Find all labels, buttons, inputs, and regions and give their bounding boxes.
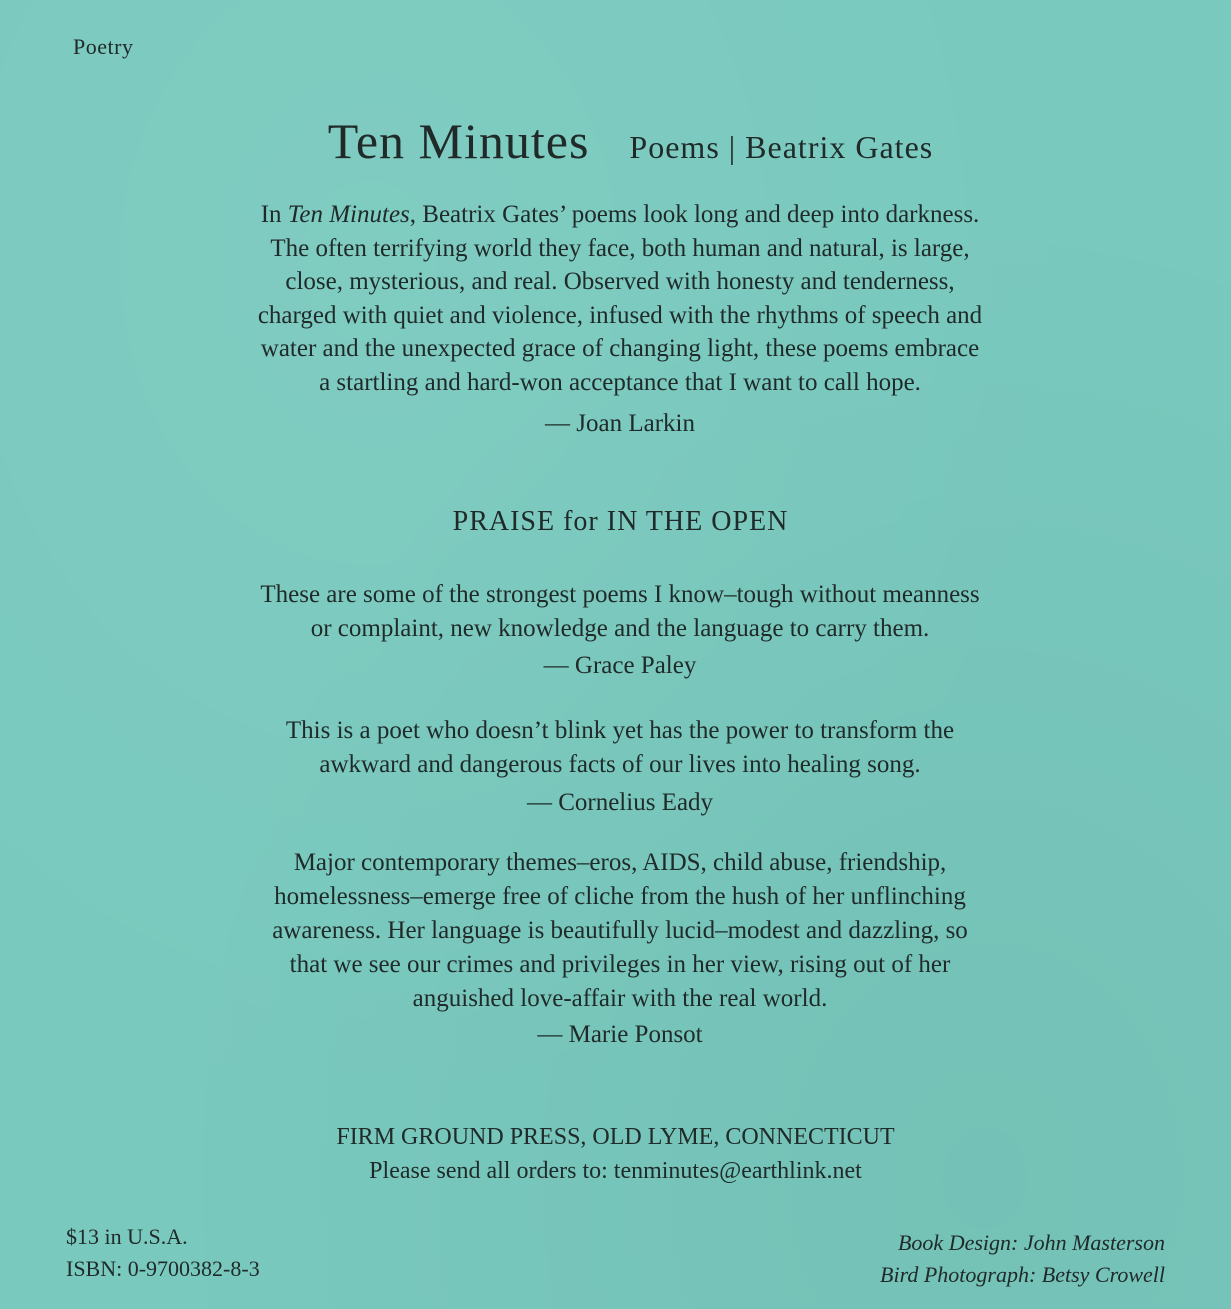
blurb-line: charged with quiet and violence, infused with the rhythms of speech and bbox=[257, 301, 983, 329]
blurb-line: The often terrifying world they face, both human and natural, is large, bbox=[270, 234, 970, 262]
photo-credit-name: Betsy Crowell bbox=[1041, 1262, 1165, 1287]
quote-line: homelessness–emerge free of cliche from the hush of her unflinching bbox=[274, 883, 966, 910]
quote-attribution: — Marie Ponsot bbox=[537, 1021, 703, 1048]
blurb-intro-prefix: In bbox=[260, 201, 288, 228]
blurb-line: water and the unexpected grace of changing light, these poems embrace bbox=[260, 335, 980, 362]
credits-block bbox=[880, 1227, 1165, 1291]
quote-line: awareness. Her language is beautifully lucid–modest and dazzling, so bbox=[272, 917, 968, 944]
publisher-name: FIRM GROUND PRESS, OLD LYME, CONNECTICUT bbox=[336, 1124, 895, 1150]
isbn: ISBN: 0-9700382-8-3 bbox=[66, 1256, 260, 1281]
publisher-block bbox=[0, 1120, 1231, 1188]
quote-line: Major contemporary themes–eros, AIDS, child abuse, friendship, bbox=[293, 849, 947, 876]
quote-line: anguished love-affair with the real world. bbox=[412, 985, 828, 1012]
book-title: Ten Minutes bbox=[327, 113, 590, 169]
photo-credit bbox=[880, 1259, 1165, 1291]
blurb-line bbox=[150, 198, 1090, 232]
category-label: Poetry bbox=[73, 34, 134, 59]
blurb-line: close, mysterious, and real. Observed with honesty and tenderness, bbox=[285, 268, 955, 295]
quote-line: awkward and dangerous facts of our lives into healing song. bbox=[319, 751, 921, 778]
praise-heading: PRAISE for IN THE OPEN bbox=[452, 506, 789, 537]
quote-line: or complaint, new knowledge and the language to carry them. bbox=[310, 615, 930, 642]
price: $13 in U.S.A. bbox=[66, 1224, 188, 1249]
design-credit bbox=[880, 1227, 1165, 1259]
praise-quote bbox=[120, 578, 1120, 646]
blurb-line: a startling and hard-won acceptance that I want to call hope. bbox=[319, 368, 921, 396]
quote-attribution: — Grace Paley bbox=[543, 652, 697, 679]
book-subtitle: Poems | Beatrix Gates bbox=[629, 129, 934, 165]
quote-line: that we see our crimes and privileges in her view, rising out of her bbox=[289, 951, 951, 978]
quote-line: This is a poet who doesn’t blink yet has the power to transform the bbox=[285, 717, 955, 744]
photo-credit-label: Bird Photograph: bbox=[880, 1262, 1037, 1287]
title-row bbox=[0, 112, 1231, 170]
blurb-attribution: — Joan Larkin bbox=[545, 410, 695, 437]
design-credit-label: Book Design: bbox=[897, 1230, 1019, 1255]
quote-attribution: — Cornelius Eady bbox=[526, 789, 714, 816]
design-credit-name: John Masterson bbox=[1023, 1230, 1165, 1255]
blurb-intro-italic: Ten Minutes bbox=[287, 201, 410, 228]
main-blurb bbox=[150, 198, 1090, 399]
price-block bbox=[66, 1221, 260, 1285]
praise-quote bbox=[120, 846, 1120, 1016]
quote-line: These are some of the strongest poems I know–tough without meanness bbox=[260, 581, 980, 608]
praise-quote bbox=[120, 714, 1120, 782]
orders-info: Please send all orders to: tenminutes@earthlink.net bbox=[369, 1158, 862, 1184]
blurb-intro-suffix: , Beatrix Gates’ poems look long and deep into darkness. bbox=[409, 201, 980, 228]
